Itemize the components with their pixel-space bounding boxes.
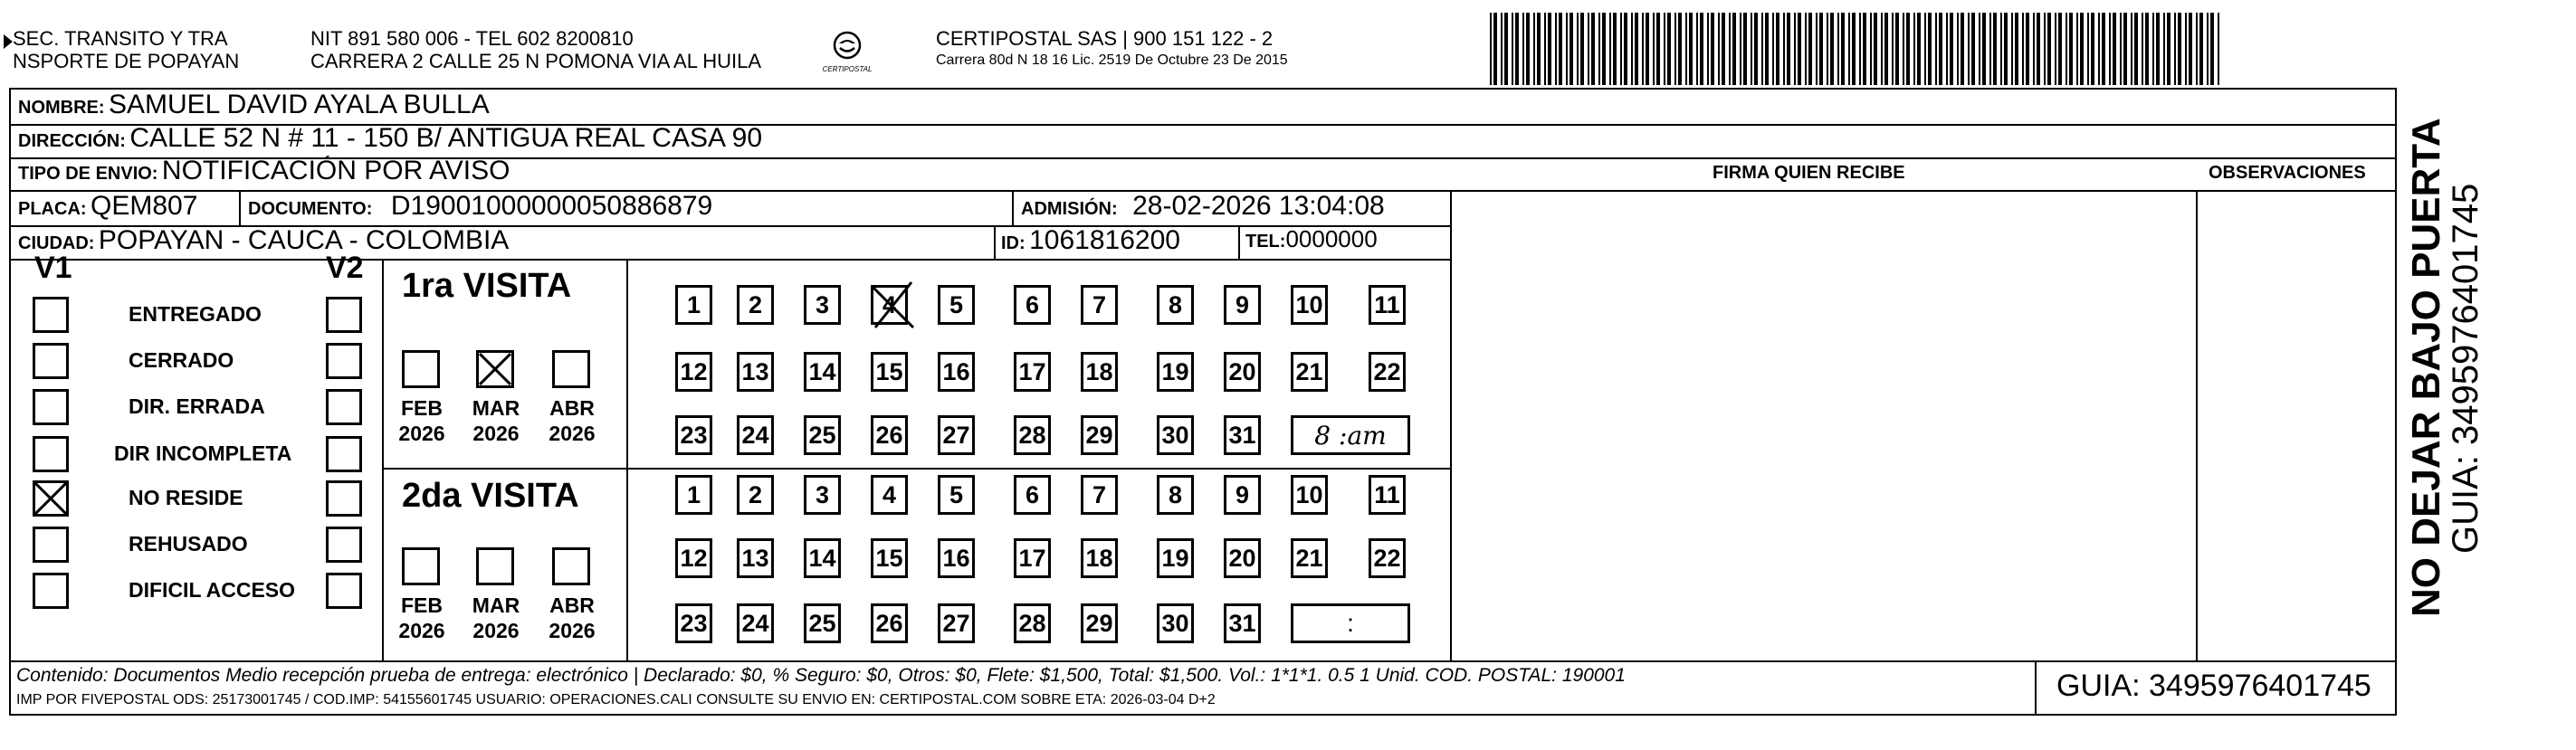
tel-label: TEL: (1245, 232, 1286, 252)
visit1-day-box[interactable]: 25 (804, 415, 841, 455)
visit2-day-box[interactable]: 7 (1081, 475, 1118, 515)
tipo-envio-field (18, 156, 510, 186)
visit1-day-box[interactable]: 21 (1291, 352, 1328, 392)
visit1-day-box[interactable]: 4 (871, 285, 908, 325)
admision-value: 28-02-2026 13:04:08 (1132, 191, 1385, 221)
visit2-day-box[interactable]: 9 (1224, 475, 1261, 515)
visit1-day-box[interactable]: 8 (1157, 285, 1194, 325)
v1-checkbox-1[interactable] (33, 343, 69, 379)
visit2-day-box[interactable]: 29 (1081, 603, 1118, 643)
visit1-day-box[interactable]: 14 (804, 352, 841, 392)
v2-checkbox-0[interactable] (326, 297, 362, 333)
visit2-month-label (393, 593, 451, 643)
sender-line-2: NSPORTE DE POPAYAN (13, 50, 240, 72)
direccion-label: DIRECCIÓN: (18, 131, 126, 151)
nombre-value: SAMUEL DAVID AYALA BULLA (109, 90, 490, 119)
ciudad-field (18, 225, 509, 256)
visit2-day-box[interactable]: 26 (871, 603, 908, 643)
visit1-day-box[interactable]: 15 (871, 352, 908, 392)
ciudad-label: CIUDAD: (18, 233, 95, 253)
month-year: 2026 (472, 619, 520, 642)
firma-label: FIRMA QUIEN RECIBE (1713, 163, 1905, 183)
visit2-day-box[interactable]: 21 (1291, 538, 1328, 578)
company-line: CERTIPOSTAL SAS | 900 151 122 - 2 (936, 27, 1274, 50)
visit2-day-box[interactable]: 1 (675, 475, 712, 515)
visit1-month-label (543, 395, 601, 446)
visit2-day-box[interactable]: 3 (804, 475, 841, 515)
tipo-envio-value: NOTIFICACIÓN POR AVISO (161, 156, 510, 185)
visit2-day-box[interactable]: 5 (938, 475, 975, 515)
barcode (1490, 13, 2225, 85)
v1-checkbox-3[interactable] (33, 436, 69, 472)
nombre-label: NOMBRE: (18, 98, 105, 118)
month-name: ABR (549, 396, 595, 420)
imp-line: IMP POR FIVEPOSTAL ODS: 25173001745 / COD.IMP: 54155601745 USUARIO: OPERACIONES.CALI CONSULTE SU ENVIO EN: CERTIPOSTAL.COM SOBRE ETA: 2026-03-04 D+2 (16, 692, 1216, 707)
visit1-day-box[interactable]: 22 (1369, 352, 1406, 392)
visit1-day-box[interactable]: 28 (1014, 415, 1051, 455)
visit1-day-box[interactable]: 10 (1291, 285, 1328, 325)
placa-label: PLACA: (18, 199, 87, 219)
documento-label: DOCUMENTO: (248, 199, 373, 219)
visit2-month-label (543, 593, 601, 643)
id-label: ID: (1001, 233, 1026, 253)
visit1-month-checkbox-0[interactable] (402, 350, 440, 388)
id-value: 1061816200 (1029, 225, 1180, 255)
v2-checkbox-3[interactable] (326, 436, 362, 472)
status-label: DIFICIL ACCESO (129, 578, 296, 602)
visit1-month-label (467, 395, 525, 446)
visit2-time-field[interactable]: : (1291, 603, 1410, 643)
admision-field (1021, 191, 1385, 222)
v1-checkbox-4[interactable] (33, 480, 69, 517)
v1-label: V1 (34, 251, 72, 285)
visit1-day-box[interactable]: 5 (938, 285, 975, 325)
visit1-month-checkbox-1[interactable] (476, 350, 514, 388)
no-dejar-bajo-puerta: NO DEJAR BAJO PUERTA (2404, 118, 2448, 617)
visit1-day-box[interactable]: 12 (675, 352, 712, 392)
month-year: 2026 (398, 619, 445, 642)
visit1-day-box[interactable]: 9 (1224, 285, 1261, 325)
visit2-title: 2da VISITA (402, 477, 579, 515)
month-name: FEB (401, 396, 443, 420)
v2-checkbox-5[interactable] (326, 527, 362, 563)
v1-checkbox-2[interactable] (33, 389, 69, 425)
status-label: NO RESIDE (129, 486, 243, 509)
status-label: CERRADO (129, 348, 234, 372)
company-info (936, 27, 1288, 71)
visit2-day-box[interactable]: 4 (871, 475, 908, 515)
direccion-value: CALLE 52 N # 11 - 150 B/ ANTIGUA REAL CASA 90 (129, 123, 763, 153)
month-year: 2026 (549, 422, 596, 445)
sender-contact (310, 27, 761, 72)
barcode-icon (1490, 13, 2225, 85)
visit1-day-box[interactable]: 20 (1224, 352, 1261, 392)
v2-checkbox-6[interactable] (326, 573, 362, 609)
visit1-day-box[interactable]: 11 (1369, 285, 1406, 325)
v1-checkbox-6[interactable] (33, 573, 69, 609)
tipo-envio-label: TIPO DE ENVIO: (18, 164, 158, 184)
nit-line: NIT 891 580 006 - TEL 602 8200810 (310, 27, 634, 50)
visit2-month-checkbox-2[interactable] (552, 547, 590, 585)
visit1-day-box[interactable]: 26 (871, 415, 908, 455)
visit2-day-box[interactable]: 11 (1369, 475, 1406, 515)
visit1-day-box[interactable]: 27 (938, 415, 975, 455)
v2-checkbox-2[interactable] (326, 389, 362, 425)
visit1-day-box[interactable]: 6 (1014, 285, 1051, 325)
visit1-month-label (393, 395, 451, 446)
visit2-day-box[interactable]: 14 (804, 538, 841, 578)
v2-checkbox-4[interactable] (326, 480, 362, 517)
v1-checkbox-0[interactable] (33, 297, 69, 333)
month-name: FEB (401, 593, 443, 617)
visit2-day-box[interactable]: 10 (1291, 475, 1328, 515)
visit2-day-box[interactable]: 15 (871, 538, 908, 578)
visit1-day-box[interactable]: 30 (1157, 415, 1194, 455)
visit1-day-box[interactable]: 18 (1081, 352, 1118, 392)
v2-label: V2 (326, 251, 364, 285)
visit1-day-box[interactable]: 13 (737, 352, 774, 392)
month-name: MAR (472, 593, 520, 617)
visit2-day-box[interactable]: 19 (1157, 538, 1194, 578)
sender-line-1: SEC. TRANSITO Y TRA (13, 27, 228, 50)
visit2-day-box[interactable]: 12 (675, 538, 712, 578)
id-field (1001, 225, 1180, 256)
month-year: 2026 (472, 422, 520, 445)
guia-box: GUIA: 3495976401745 (2056, 669, 2371, 703)
visit2-day-box[interactable]: 25 (804, 603, 841, 643)
v2-checkbox-1[interactable] (326, 343, 362, 379)
tel-value: 0000000 (1285, 225, 1378, 252)
observaciones-label: OBSERVACIONES (2209, 163, 2366, 183)
delivery-card (9, 88, 2397, 716)
month-name: MAR (472, 396, 520, 420)
status-label: ENTREGADO (129, 302, 262, 326)
visit2-day-box[interactable]: 17 (1014, 538, 1051, 578)
sender-name (13, 27, 239, 72)
visit1-day-box[interactable]: 2 (737, 285, 774, 325)
visit1-day-box[interactable]: 19 (1157, 352, 1194, 392)
visit1-day-box[interactable]: 3 (804, 285, 841, 325)
v1-checkbox-5[interactable] (33, 527, 69, 563)
visit2-month-label (467, 593, 525, 643)
visit2-day-box[interactable]: 28 (1014, 603, 1051, 643)
side-guia: GUIA: 3495976401745 (2446, 183, 2485, 554)
visit1-month-checkbox-2[interactable] (552, 350, 590, 388)
ciudad-value: POPAYAN - CAUCA - COLOMBIA (98, 225, 510, 255)
visit1-day-box[interactable]: 31 (1224, 415, 1261, 455)
visit1-day-box[interactable]: 7 (1081, 285, 1118, 325)
tel-field (1245, 225, 1378, 253)
visit2-day-box[interactable]: 2 (737, 475, 774, 515)
month-year: 2026 (398, 422, 445, 445)
admision-label: ADMISIÓN: (1021, 199, 1118, 219)
month-name: ABR (549, 593, 595, 617)
documento-value: D19001000000050886879 (390, 191, 713, 221)
visit2-day-box[interactable]: 23 (675, 603, 712, 643)
month-year: 2026 (549, 619, 596, 642)
visit2-day-box[interactable]: 27 (938, 603, 975, 643)
nombre-field (18, 90, 490, 120)
visit2-day-box[interactable]: 8 (1157, 475, 1194, 515)
visit2-day-box[interactable]: 16 (938, 538, 975, 578)
direccion-field (18, 123, 762, 154)
placa-field (18, 191, 197, 222)
visit2-day-box[interactable]: 18 (1081, 538, 1118, 578)
status-label: DIR. ERRADA (129, 394, 265, 418)
visit2-day-box[interactable]: 30 (1157, 603, 1194, 643)
visit2-month-checkbox-1[interactable] (476, 547, 514, 585)
visit2-day-box[interactable]: 20 (1224, 538, 1261, 578)
visit2-day-box[interactable]: 24 (737, 603, 774, 643)
arrow-marker-icon (4, 34, 13, 49)
visit1-day-box[interactable]: 17 (1014, 352, 1051, 392)
handwritten-x-mark-icon (866, 279, 921, 333)
license-line: Carrera 80d N 18 16 Lic. 2519 De Octubre 23 De 2015 (936, 52, 1288, 68)
visit2-day-box[interactable]: 22 (1369, 538, 1406, 578)
visit2-month-checkbox-0[interactable] (402, 547, 440, 585)
status-label: REHUSADO (129, 532, 248, 555)
visit1-day-box[interactable]: 16 (938, 352, 975, 392)
contenido-line: Contenido: Documentos Medio recepción prueba de entrega: electrónico | Declarado: $0, % Seguro: $0, Otros: $0, Flete: $1,500, Total: $1,500. Vol.: 1*1*1. 0.5 1 Unid. COD. POSTAL: 190001 (16, 665, 1626, 686)
logo-text: CERTIPOSTAL (822, 65, 873, 73)
visit2-day-box[interactable]: 6 (1014, 475, 1051, 515)
visit1-day-box[interactable]: 29 (1081, 415, 1118, 455)
visit2-day-box[interactable]: 13 (737, 538, 774, 578)
visit1-day-box[interactable]: 23 (675, 415, 712, 455)
documento-field (248, 191, 712, 222)
visit1-title: 1ra VISITA (402, 267, 572, 305)
placa-value: QEM807 (91, 191, 198, 221)
visit1-day-box[interactable]: 1 (675, 285, 712, 325)
status-label: DIR INCOMPLETA (114, 441, 292, 465)
visit1-time-field[interactable]: 8 :am (1291, 415, 1410, 455)
visit1-day-box[interactable]: 24 (737, 415, 774, 455)
visit2-day-box[interactable]: 31 (1224, 603, 1261, 643)
address-line: CARRERA 2 CALLE 25 N POMONA VIA AL HUILA (310, 50, 762, 72)
certipostal-logo (819, 29, 875, 78)
